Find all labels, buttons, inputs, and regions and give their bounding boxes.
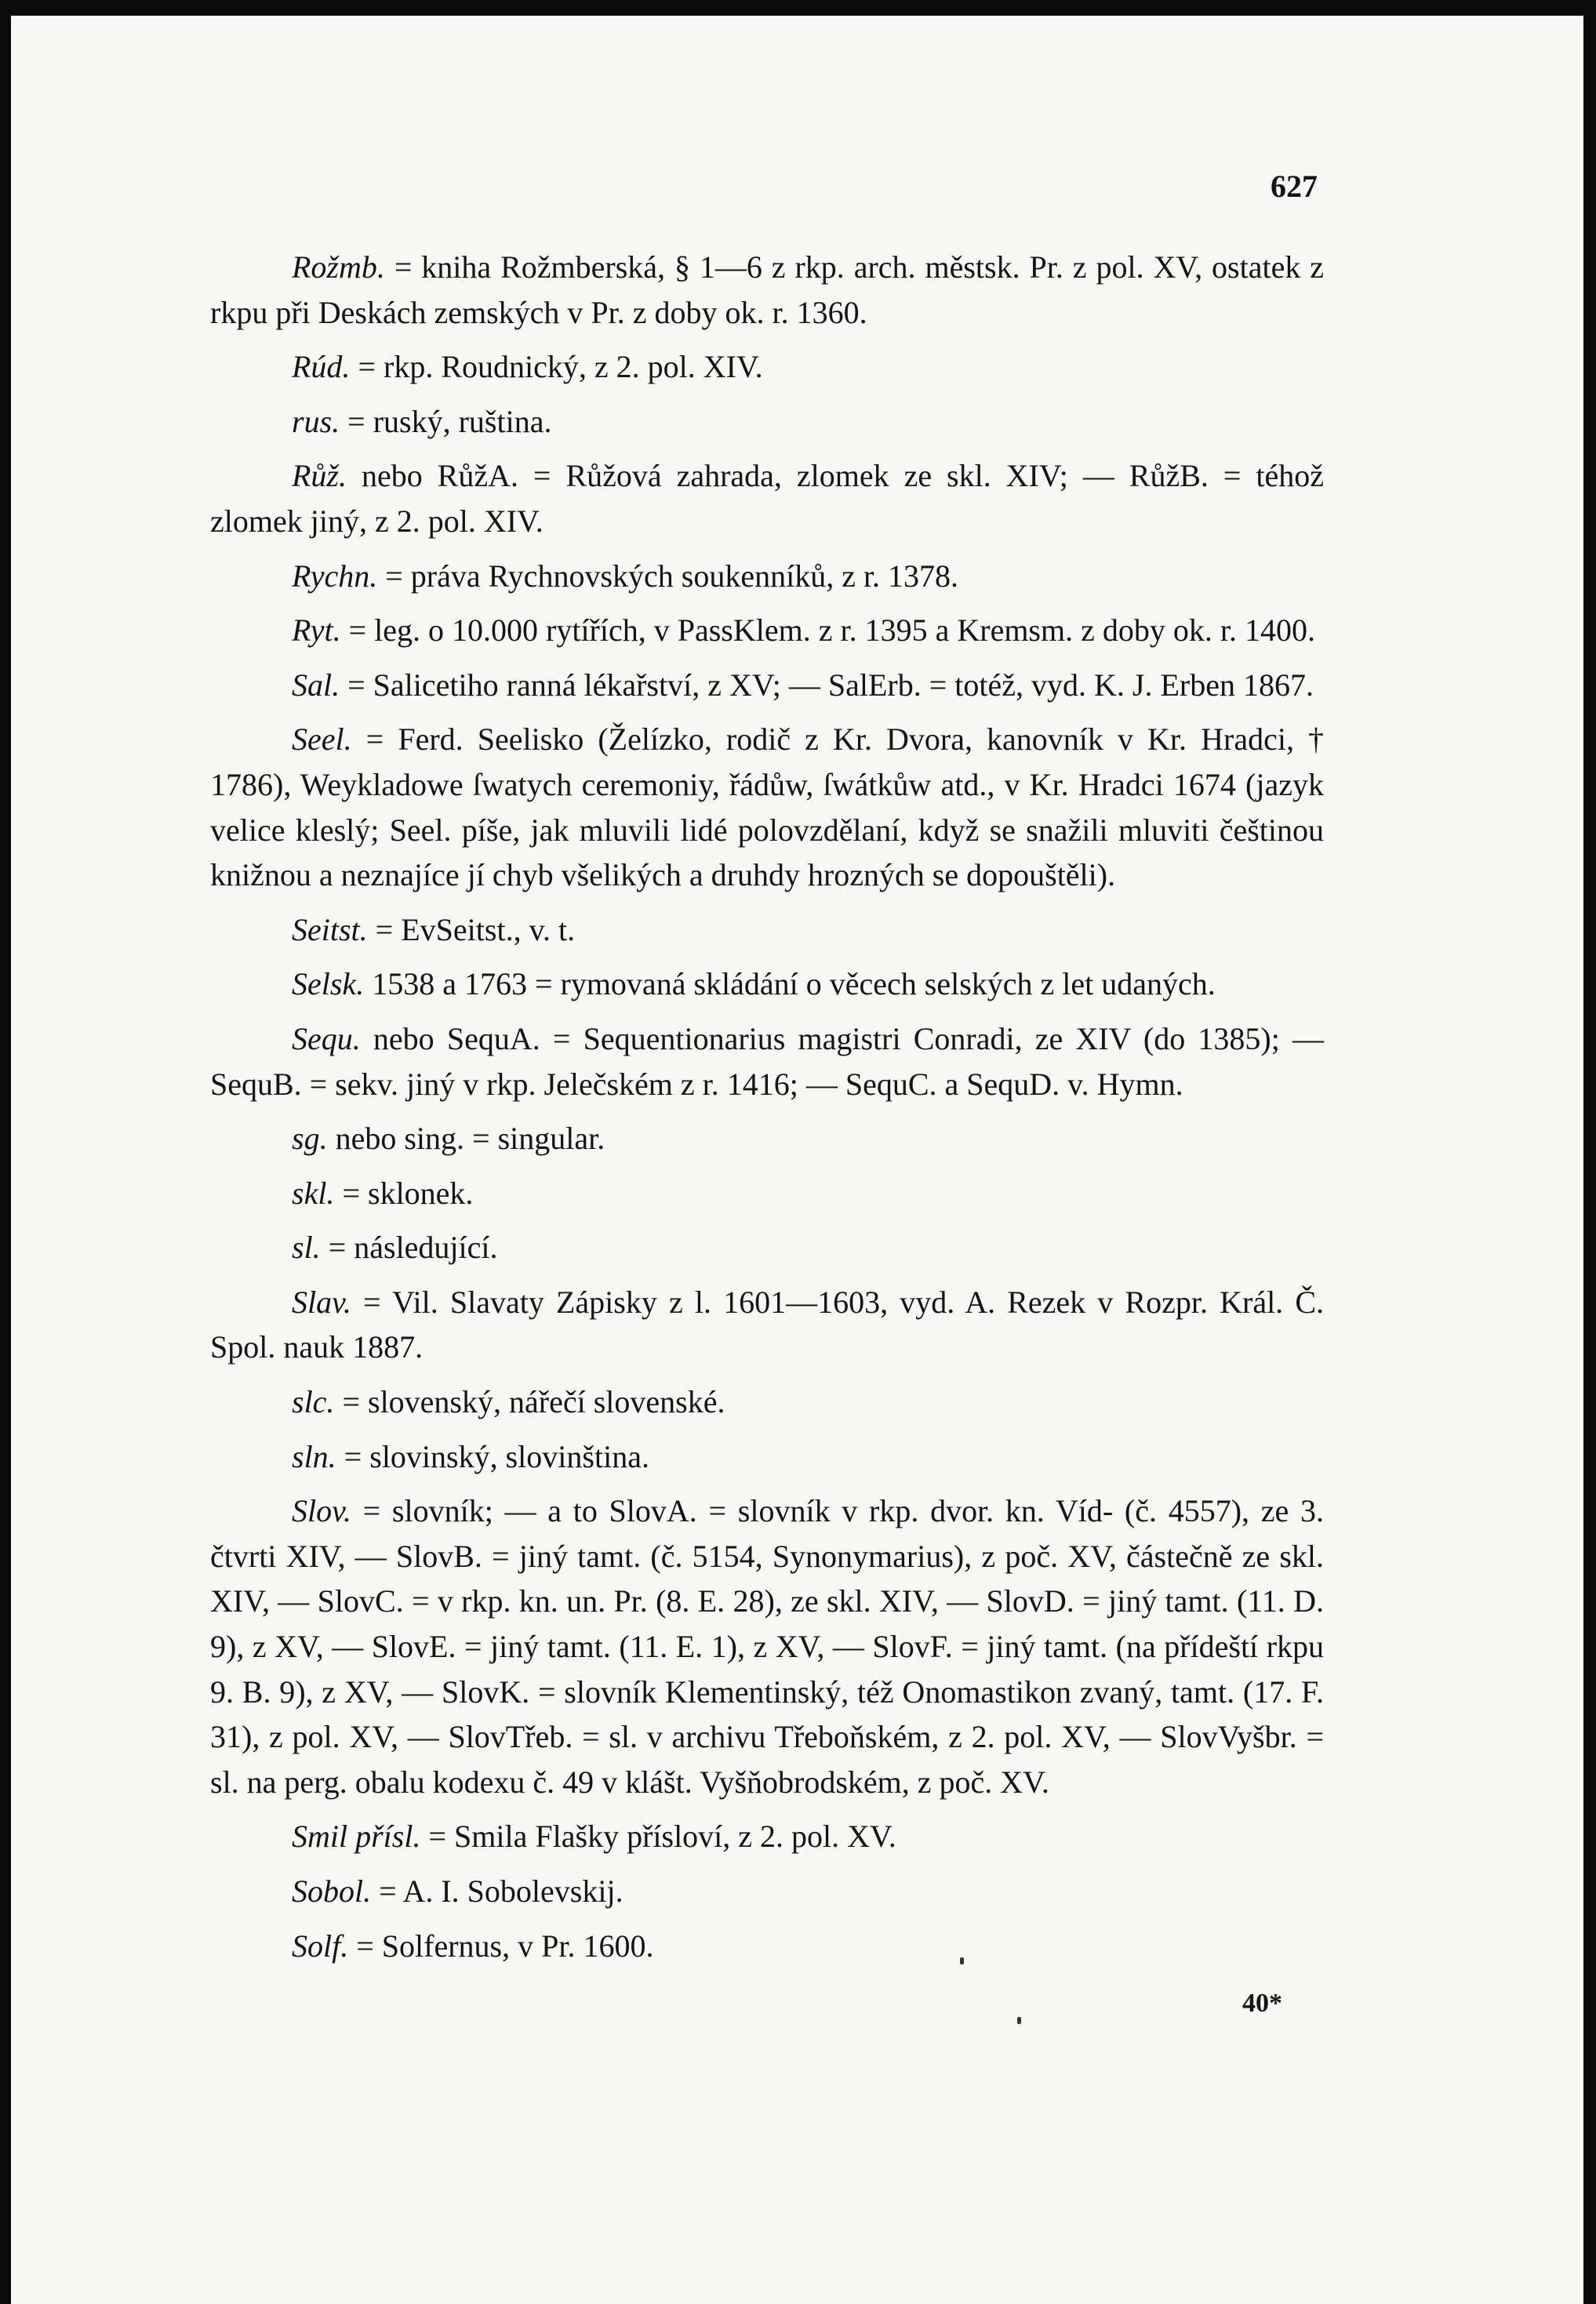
abbreviation-entry [129, 344, 1324, 390]
entry-definition: = Salicetiho ranná lékařství, z XV; — SalErb. = totéž, vyd. K. J. Erben 1867. [347, 667, 1314, 703]
entry-definition: = slovenský, nářečí slovenské. [342, 1384, 725, 1420]
entry-definition: = A. I. Sobolevskij. [379, 1873, 623, 1909]
abbreviation-entry [129, 245, 1324, 335]
entry-definition: = Ferd. Seelisko (Želízko, rodič z Kr. Dvora, kanovník v Kr. Hradci, † 1786), Weykladowe ſwatych ceremoniy, řádůw, ſwátkůw atd., v Kr. Hradci 1674 (jazyk velice kleslý; Seel. píše, jak mluvili lidé polovzdělaní, když se snažili mluviti češtinou knižnou a neznajíce jí chyb všelikých a druhdy hrozných se dopouštěli). [210, 721, 1325, 893]
abbreviation-entry [129, 1016, 1324, 1107]
entry-definition: = Vil. Slavaty Zápisky z l. 1601—1603, vyd. A. Rezek v Rozpr. Král. Č. Spol. nauk 1887. [210, 1284, 1325, 1365]
abbreviation-entry [129, 1225, 1324, 1270]
entry-abbreviation: sln. [292, 1438, 336, 1474]
entry-definition: = Solfernus, v Pr. 1600. [356, 1928, 654, 1964]
entry-abbreviation: Seel. [292, 721, 352, 758]
abbreviation-entry [129, 663, 1324, 708]
scan-border-right [1583, 0, 1596, 2304]
entry-definition: = slovník; — a to SlovA. = slovník v rkp. dvor. kn. Víd- (č. 4557), ze 3. čtvrti XIV, — SlovB. = jiný tamt. (č. 5154, Synonymarius), z poč. XV, částečně ze skl. XIV, — SlovC. = v rkp. kn. un. Pr. (8. E. 28), ze skl. XIV, — SlovD. = jiný tamt. (11. D. 9), z XV, — SlovE. = jiný tamt. (11. E. 1), z XV, — SlovF. = jiný tamt. (na přídeští rkpu 9. B. 9), z XV, — SlovK. = slovník Klementinský, též Onomastikon zvaný, tamt. (17. F. 31), z pol. XV, — SlovTřeb. = sl. v archivu Třeboňském, z 2. pol. XV, — SlovVyšbr. = sl. na perg. obalu kodexu č. 49 v klášt. Vyšňobrodském, z poč. XV. [210, 1493, 1324, 1800]
entry-definition: = sklonek. [342, 1175, 474, 1211]
abbreviation-entry [129, 1434, 1324, 1480]
scan-border-left [0, 0, 11, 2304]
entry-definition: = ruský, ruština. [347, 403, 552, 439]
entry-abbreviation: rus. [292, 403, 340, 439]
page-number: 627 [1271, 169, 1318, 204]
entry-abbreviation: Rychn. [292, 558, 378, 594]
entry-abbreviation: skl. [292, 1175, 335, 1211]
entry-definition: nebo sing. = singular. [335, 1121, 605, 1157]
entry-abbreviation: Seitst. [292, 911, 368, 947]
abbreviation-entry [129, 907, 1324, 953]
entry-abbreviation: sl. [292, 1230, 321, 1266]
entry-abbreviation: Sal. [292, 667, 340, 703]
abbreviation-list [210, 245, 1324, 1978]
abbreviation-entry [129, 1488, 1324, 1804]
abbreviation-entry [129, 399, 1324, 445]
entry-definition: = kniha Rožmberská, § 1—6 z rkp. arch. městsk. Pr. z pol. XV, ostatek z rkpu při Deskách zemských v Pr. z doby ok. r. 1360. [210, 249, 1324, 330]
abbreviation-entry [129, 453, 1324, 543]
entry-abbreviation: Slov. [292, 1493, 351, 1529]
entry-definition: = následující. [328, 1230, 498, 1266]
entry-abbreviation: Růž. [292, 458, 347, 494]
sheet-signature: 40* [1242, 1989, 1282, 2018]
scan-speck [960, 1957, 964, 1964]
entry-definition: nebo SequA. = Sequentionarius magistri Conradi, ze XIV (do 1385); — SequB. = sekv. jiný v rkp. Jelečském z r. 1416; — SequC. a SequD. v. Hymn. [210, 1020, 1324, 1102]
entry-abbreviation: Ryt. [292, 612, 341, 649]
entry-abbreviation: Solf. [292, 1928, 349, 1964]
entry-definition: = rkp. Roudnický, z 2. pol. XIV. [358, 349, 763, 385]
abbreviation-entry [129, 1924, 1324, 1969]
entry-abbreviation: Rožmb. [292, 249, 385, 285]
abbreviation-entry [129, 1116, 1324, 1161]
entry-abbreviation: Rúd. [292, 349, 351, 385]
entry-abbreviation: Sequ. [292, 1020, 361, 1056]
entry-definition: = Smila Flašky přísloví, z 2. pol. XV. [428, 1819, 896, 1855]
abbreviation-entry [129, 1280, 1324, 1370]
abbreviation-entry [129, 1869, 1324, 1914]
entry-definition: nebo RůžA. = Růžová zahrada, zlomek ze skl. XIV; — RůžB. = téhož zlomek jiný, z 2. pol. XIV. [210, 458, 1324, 539]
abbreviation-entry [129, 554, 1324, 599]
abbreviation-entry [129, 1814, 1324, 1859]
entry-abbreviation: sg. [292, 1121, 328, 1157]
entry-definition: = leg. o 10.000 rytířích, v PassKlem. z r. 1395 a Kremsm. z doby ok. r. 1400. [348, 612, 1315, 649]
entry-abbreviation: Selsk. [292, 966, 365, 1002]
scan-speck [1017, 2017, 1021, 2024]
abbreviation-entry [129, 608, 1324, 653]
abbreviation-entry [129, 961, 1324, 1007]
abbreviation-entry [129, 717, 1324, 897]
abbreviation-entry [129, 1379, 1324, 1425]
entry-abbreviation: Sobol. [292, 1873, 372, 1909]
entry-definition: 1538 a 1763 = rymovaná skládání o věcech selských z let udaných. [372, 966, 1216, 1002]
entry-definition: = slovinský, slovinština. [344, 1438, 649, 1474]
entry-abbreviation: Slav. [292, 1284, 351, 1320]
abbreviation-entry [129, 1171, 1324, 1216]
entry-abbreviation: slc. [292, 1384, 335, 1420]
entry-definition: = EvSeitst., v. t. [375, 911, 576, 947]
entry-abbreviation: Smil přísl. [292, 1819, 421, 1855]
scan-border-top [0, 0, 1596, 16]
entry-definition: = práva Rychnovských soukenníků, z r. 1378. [385, 558, 959, 594]
